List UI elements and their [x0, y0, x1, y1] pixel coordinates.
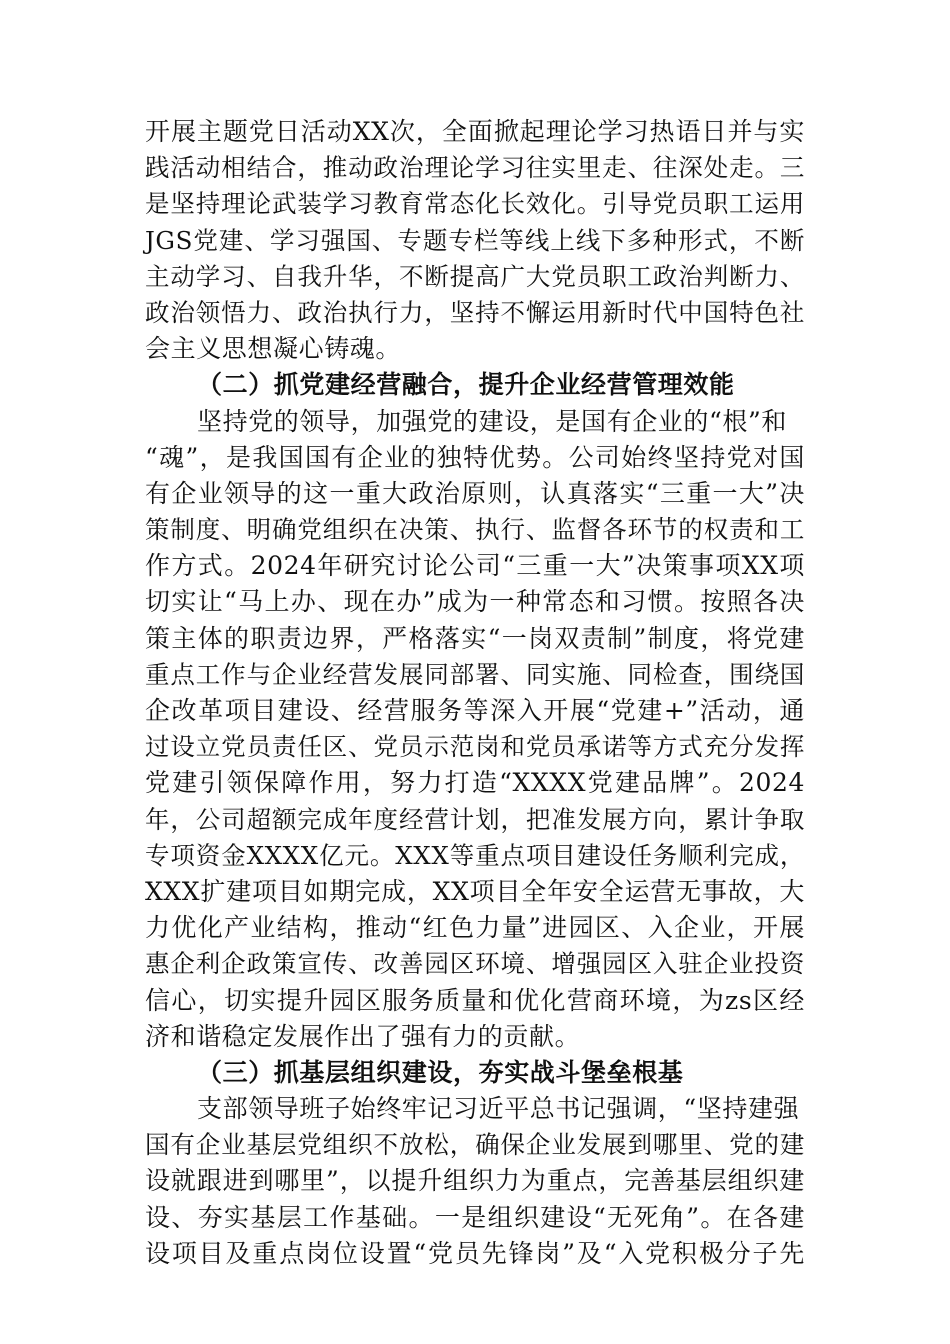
text-line: 设、夯实基层工作基础。一是组织建设“无死角”。在各建 [145, 1202, 805, 1232]
text-line: 主动学习、自我升华，不断提高广大党员职工政治判断力、 [145, 261, 805, 291]
text-line: 年，公司超额完成年度经营计划，把准发展方向，累计争取 [145, 804, 805, 834]
text-line: 过设立党员责任区、党员示范岗和党员承诺等方式充分发挥 [145, 732, 805, 762]
text-line: 济和谐稳定发展作出了强有力的贡献。 [145, 1021, 581, 1051]
text-line: 国有企业基层党组织不放松，确保企业发展到哪里、党的建 [145, 1130, 805, 1160]
text-line: 有企业领导的这一重大政治原则，认真落实“三重一大”决 [145, 478, 805, 508]
text-line: 作方式。2024年研究讨论公司“三重一大”决策事项XX项 [145, 551, 805, 581]
text-line: JGS党建、学习强国、专题专栏等线上线下多种形式，不断 [145, 225, 805, 255]
text-line: 是坚持理论武装学习教育常态化长效化。引导党员职工运用 [145, 189, 805, 219]
text-line: 党建引领保障作用，努力打造“XXXX党建品牌”。2024 [145, 768, 805, 798]
text-line: 惠企利企政策宣传、改善园区环境、增强园区入驻企业投资 [145, 949, 805, 979]
text-line: 力优化产业结构，推动“红色力量”进园区、入企业，开展 [145, 913, 805, 943]
section-heading-2: （二）抓党建经营融合，提升企业经营管理效能 [197, 370, 735, 400]
text-line: 设项目及重点岗位设置“党员先锋岗”及“入党积极分子先 [145, 1238, 805, 1268]
text-line: 会主义思想凝心铸魂。 [145, 334, 402, 364]
paragraph-start: 坚持党的领导，加强党的建设，是国有企业的“根”和 [197, 406, 787, 436]
section-heading-3: （三）抓基层组织建设，夯实战斗堡垒根基 [197, 1057, 684, 1087]
text-line: 策制度、明确党组织在决策、执行、监督各环节的权责和工 [145, 515, 805, 545]
text-line: 切实让“马上办、现在办”成为一种常态和习惯。按照各决 [145, 587, 805, 617]
text-line: XXX扩建项目如期完成，XX项目全年安全运营无事故，大 [145, 876, 805, 906]
text-line: 重点工作与企业经营发展同部署、同实施、同检查，围绕国 [145, 659, 805, 689]
text-line: 政治领悟力、政治执行力，坚持不懈运用新时代中国特色社 [145, 297, 805, 327]
document-body [145, 114, 805, 1272]
paragraph-start: 支部领导班子始终牢记习近平总书记强调，“坚持建强 [197, 1094, 800, 1124]
text-line: 践活动相结合，推动政治理论学习往实里走、往深处走。三 [145, 153, 805, 183]
text-line: “魂”，是我国国有企业的独特优势。公司始终坚持党对国 [145, 442, 805, 472]
text-line: 专项资金XXXX亿元。XXX等重点项目建设任务顺利完成， [145, 840, 805, 870]
text-line: 策主体的职责边界，严格落实“一岗双责制”制度，将党建 [145, 623, 805, 653]
text-line: 信心，切实提升园区服务质量和优化营商环境，为zs区经 [145, 985, 805, 1015]
text-line: 开展主题党日活动XX次，全面掀起理论学习热语日并与实 [145, 117, 805, 146]
text-line: 企改革项目建设、经营服务等深入开展“党建+”活动，通 [145, 696, 805, 725]
text-line: 设就跟进到哪里”，以提升组织力为重点，完善基层组织建 [145, 1166, 805, 1196]
